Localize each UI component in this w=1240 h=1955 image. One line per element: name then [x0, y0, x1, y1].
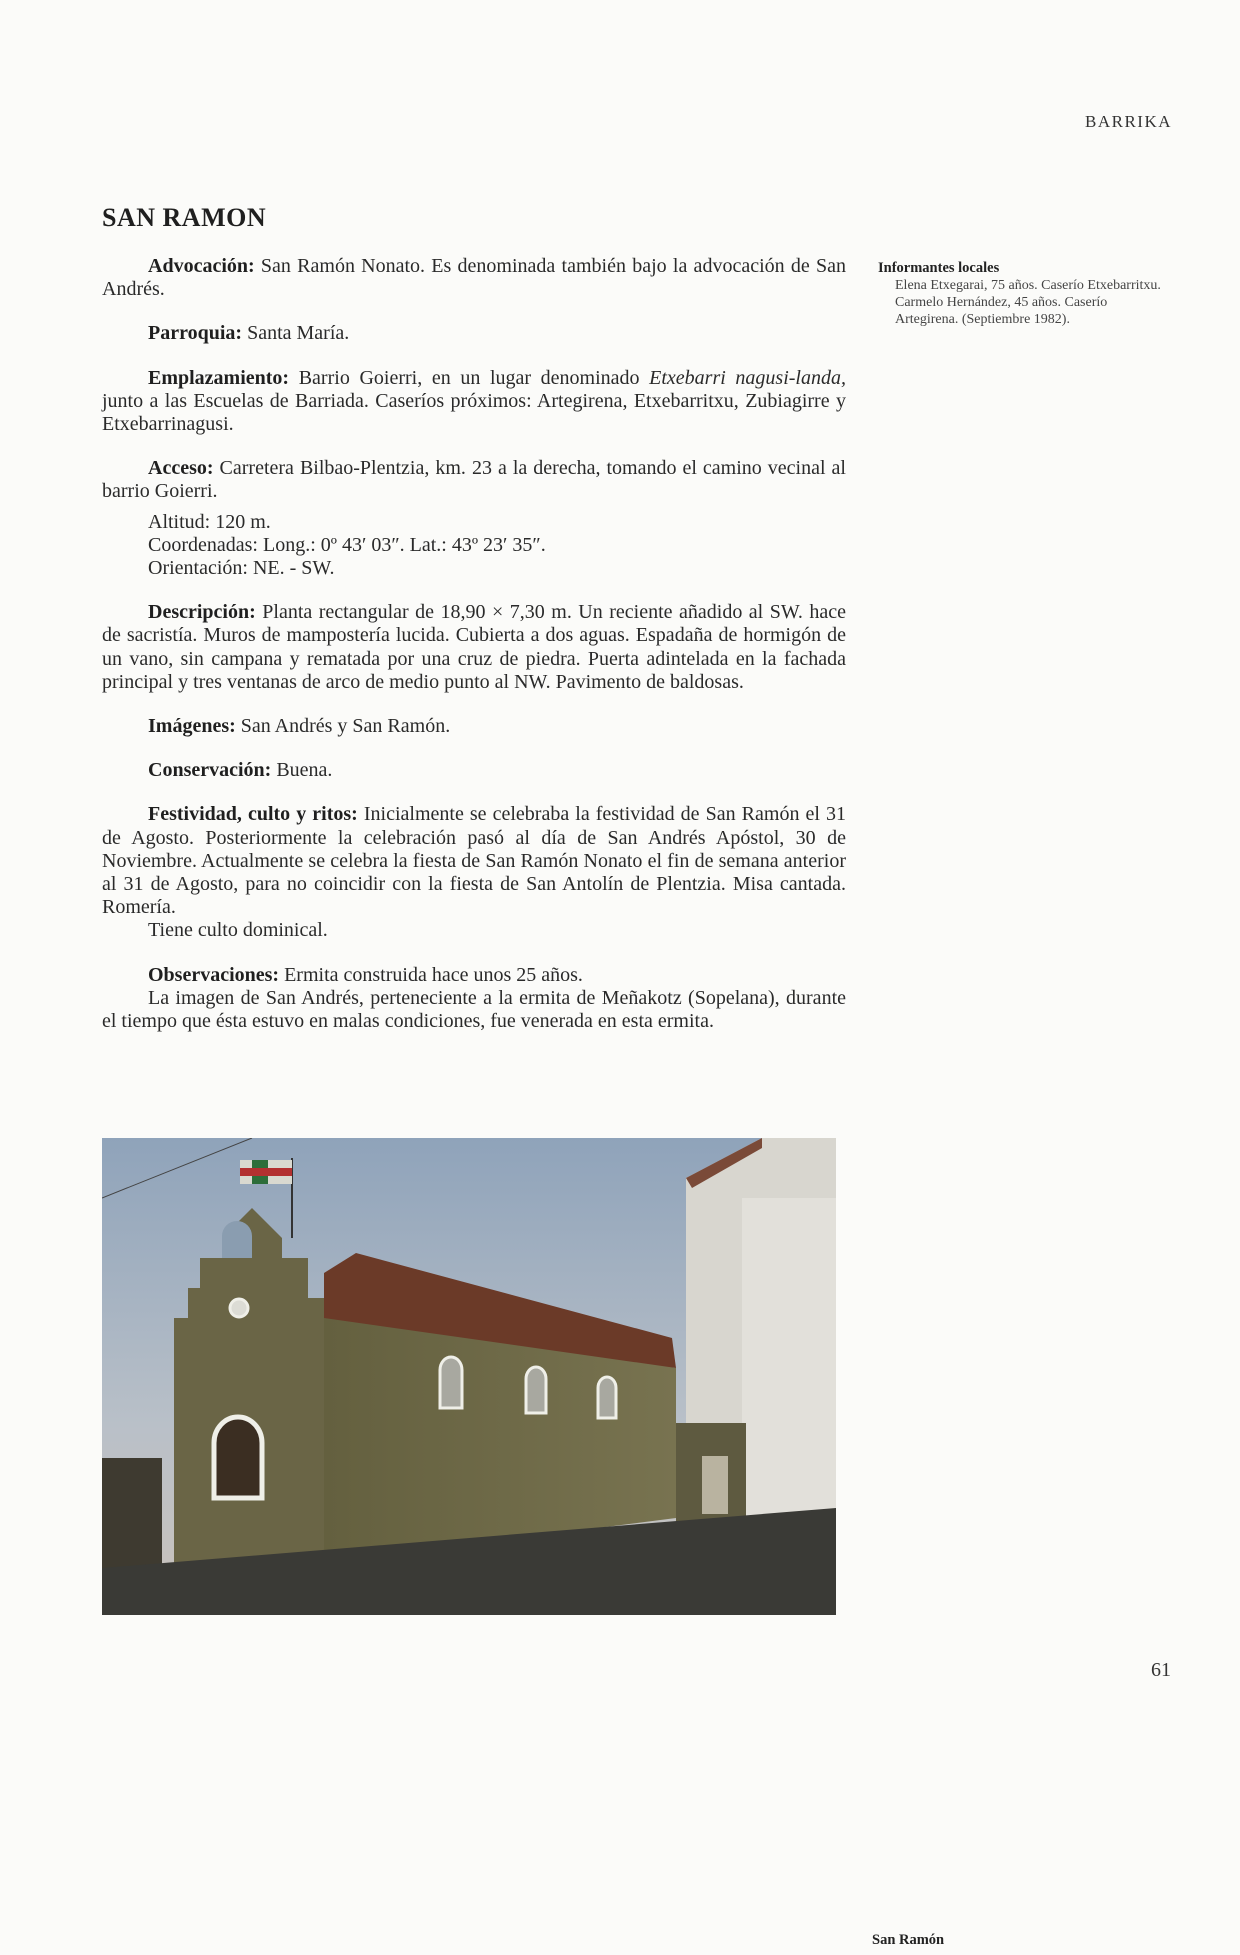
label-advocacion: Advocación:	[148, 255, 255, 277]
text-emplazamiento-place: Etxebarri nagusi-landa,	[649, 366, 846, 389]
text-orientacion: Orientación: NE. - SW.	[148, 557, 335, 580]
label-parroquia: Parroquia:	[148, 322, 243, 345]
text-emplazamiento-1: Barrio Goierri, en un lugar denominado	[298, 366, 650, 389]
text-observaciones: Ermita construida hace unos 25 años.	[284, 963, 583, 986]
text-descripcion: Planta rectangular de 18,90 × 7,30 m. Un reciente añadido al SW. hace de sacristía. Muros de mampostería lucida. Cubierta a dos aguas. Espadaña de hormigón de un vano, sin campana y rematada por una cruz de piedra. Puerta adintelada en la fachada principal y tres ventanas de arco de medio punto al NW. Pavimento de baldosas.	[102, 601, 847, 693]
section-imagenes	[102, 715, 846, 738]
text-festividad: Inicialmente se celebraba la festividad de San Ramón el 31 de Agosto. Posteriormente la celebración pasó al día de San Andrés Apóstol, 30 de Noviembre. Actualmente se celebra la fiesta de San Ramón Nonato el fin de semana anterior al 31 de Agosto, para no coincidir con la fiesta de San Antolín de Plentzia. Misa cantada. Romería.	[102, 803, 846, 919]
informantes-box	[878, 260, 1168, 328]
hermitage-photo	[102, 1138, 836, 1955]
text-parroquia: Santa María.	[247, 322, 350, 345]
section-descripcion	[102, 601, 846, 694]
section-emplazamiento	[102, 367, 846, 437]
label-emplazamiento: Emplazamiento:	[148, 366, 290, 389]
text-emplazamiento-2: junto a las Escuelas de Barriada. Caseríos próximos: Artegirena, Etxebarritxu, Zubiagirre y Etxebarrinagusi.	[102, 389, 846, 436]
text-altitud: Altitud: 120 m.	[148, 510, 271, 533]
label-observaciones: Observaciones:	[148, 963, 280, 986]
informantes-text: Elena Etxegarai, 75 años. Caserío Etxebarritxu. Carmelo Hernández, 45 años. Caserío Artegirena. (Septiembre 1982).	[895, 278, 1161, 327]
text-imagenes: San Andrés y San Ramón.	[240, 715, 451, 738]
main-text	[102, 255, 846, 1054]
text-acceso: Carretera Bilbao-Plentzia, km. 23 a la derecha, tomando el camino vecinal al barrio Goierri.	[102, 457, 846, 503]
page-title: SAN RAMON	[102, 203, 267, 232]
label-conservacion: Conservación:	[148, 759, 272, 782]
label-acceso: Acceso:	[148, 457, 214, 480]
section-advocacion	[102, 255, 846, 301]
section-festividad	[102, 803, 846, 942]
text-advocacion: San Ramón Nonato. Es denominada también bajo la advocación de San Andrés.	[102, 255, 846, 301]
label-descripcion: Descripción:	[148, 601, 256, 624]
text-coordenadas: Coordenadas: Long.: 0º 43′ 03″. Lat.: 43º 23′ 35″.	[148, 533, 546, 556]
section-datos	[102, 511, 846, 581]
label-imagenes: Imágenes:	[148, 715, 236, 738]
photo-caption: San Ramón	[872, 1932, 945, 1948]
page-number: 61	[1151, 1659, 1171, 1681]
label-festividad: Festividad, culto y ritos:	[148, 803, 358, 826]
section-acceso	[102, 457, 846, 503]
text-festividad-2: Tiene culto dominical.	[148, 919, 328, 942]
text-conservacion: Buena.	[276, 759, 333, 782]
running-head: BARRIKA	[1085, 112, 1173, 131]
section-parroquia	[102, 322, 846, 345]
section-conservacion	[102, 759, 846, 782]
section-observaciones	[102, 964, 846, 1034]
informantes-heading: Informantes locales	[878, 260, 1000, 276]
hermitage-photo-image	[102, 1138, 836, 1615]
text-observaciones-2: La imagen de San Andrés, perteneciente a la ermita de Meñakotz (Sopelana), durante el tiempo que ésta estuvo en malas condiciones, fue venerada en esta ermita.	[102, 986, 846, 1033]
